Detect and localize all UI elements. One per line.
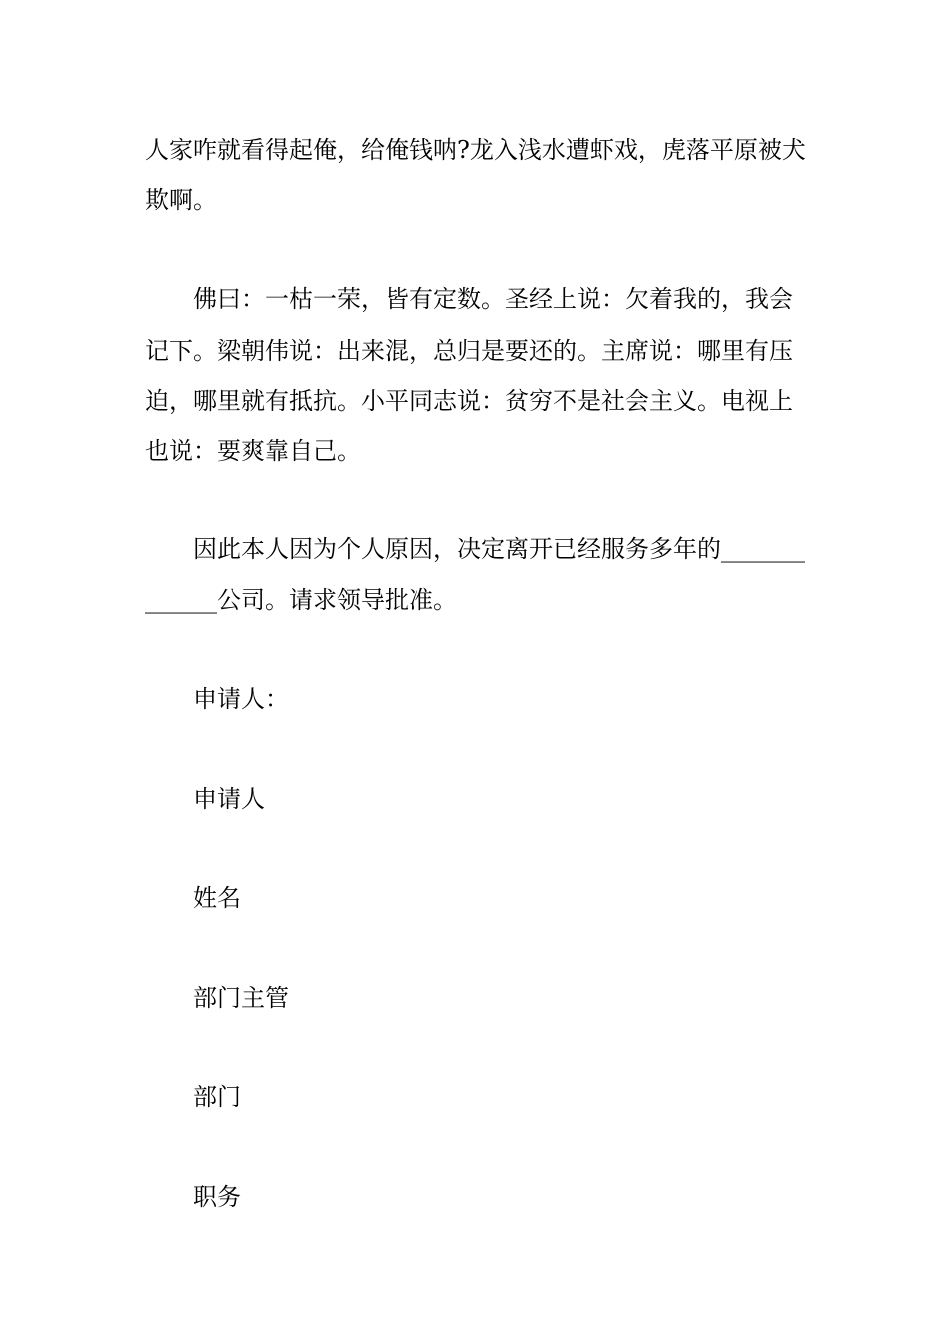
paragraph-2-line-3: 迫，哪里就有抵抗。小平同志说：贫穷不是社会主义。电视上	[145, 387, 793, 415]
paragraph-2-line-1: 佛曰：一枯一荣，皆有定数。圣经上说：欠着我的，我会	[193, 285, 793, 313]
paragraph-1-line-1: 人家咋就看得起俺，给俺钱呐?龙入浅水遭虾戏，虎落平原被犬	[145, 136, 806, 164]
applicant-label: 申请人	[193, 785, 265, 813]
paragraph-1-line-2: 欺啊。	[145, 186, 217, 214]
paragraph-3-line-2: ______公司。请求领导批准。	[145, 586, 457, 614]
applicant-colon-label: 申请人：	[193, 685, 289, 713]
department-label: 部门	[193, 1083, 241, 1111]
paragraph-3-line-1: 因此本人因为个人原因，决定离开已经服务多年的_______	[193, 535, 805, 563]
name-label: 姓名	[193, 884, 241, 912]
position-label: 职务	[193, 1183, 241, 1211]
department-manager-label: 部门主管	[193, 984, 289, 1012]
paragraph-2-line-2: 记下。梁朝伟说：出来混，总归是要还的。主席说：哪里有压	[145, 337, 793, 365]
paragraph-2-line-4: 也说：要爽靠自己。	[145, 437, 361, 465]
